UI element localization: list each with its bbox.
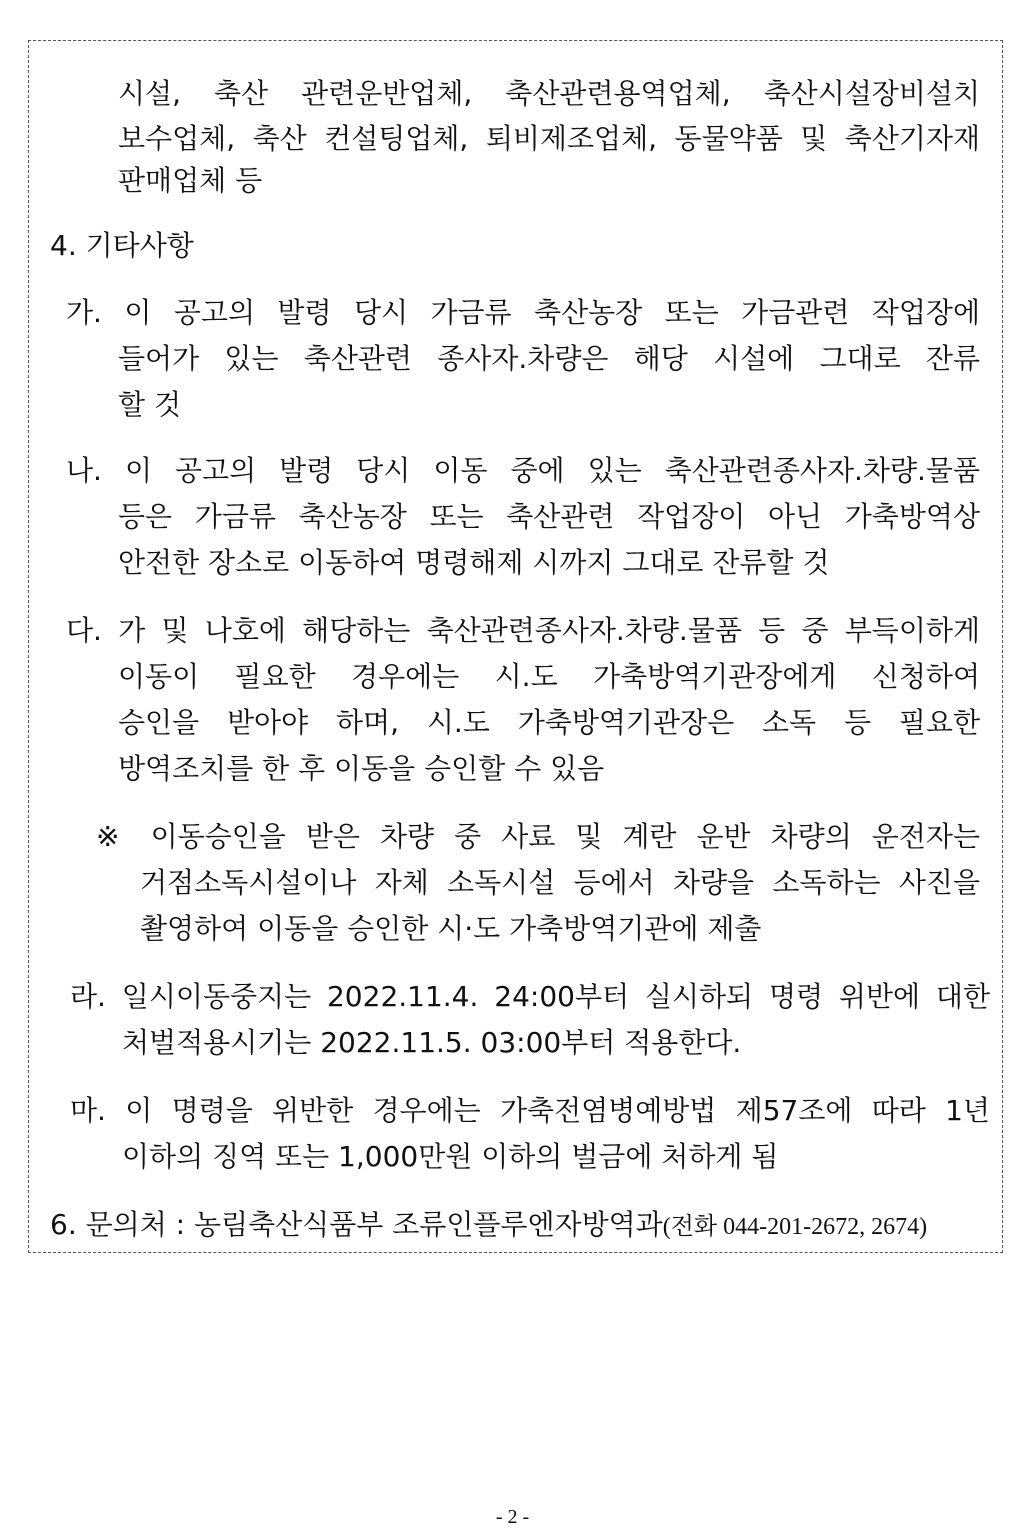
item-ga-line-1: 가. 이 공고의 발령 당시 가금류 축산농장 또는 가금관련 작업장에: [66, 296, 980, 329]
note-line-1: ※ 이동승인을 받은 차량 중 사료 및 계란 운반 차량의 운전자는: [96, 820, 980, 853]
item-na-line-1: 나. 이 공고의 발령 당시 이동 중에 있는 축산관련종사자.차량.물품: [66, 454, 980, 487]
item-ga-line-3: 할 것: [118, 388, 181, 421]
item-da-line-3: 승인을 받아야 하며, 시.도 가축방역기관장은 소독 등 필요한: [118, 706, 980, 739]
continuation-line-1: 시설, 축산 관련운반업체, 축산관련용역업체, 축산시설장비설치: [118, 77, 980, 110]
note-line-3: 촬영하여 이동을 승인한 시·도 가축방역기관에 제출: [140, 912, 762, 945]
item-na-line-2: 등은 가금류 축산농장 또는 축산관련 작업장이 아닌 가축방역상: [118, 500, 980, 533]
page-number: - 2 -: [495, 1506, 530, 1528]
item-ga-line-2: 들어가 있는 축산관련 종사자.차량은 해당 시설에 그대로 잔류: [118, 342, 980, 375]
note-line-2: 거점소독시설이나 자체 소독시설 등에서 차량을 소독하는 사진을: [140, 866, 980, 899]
section-4-heading: 4. 기타사항: [50, 229, 194, 262]
item-da-line-4: 방역조치를 한 후 이동을 승인할 수 있음: [118, 752, 605, 785]
continuation-line-3: 판매업체 등: [118, 164, 263, 197]
item-ma-line-2: 이하의 징역 또는 1,000만원 이하의 벌금에 처하게 됨: [122, 1140, 779, 1173]
item-ma-line-1: 마. 이 명령을 위반한 경우에는 가축전염병예방법 제57조에 따라 1년: [70, 1094, 990, 1127]
item-da-line-2: 이동이 필요한 경우에는 시.도 가축방역기관장에게 신청하여: [118, 660, 980, 693]
contact-label: 6. 문의처 : 농림축산식품부 조류인플루엔자방역과: [50, 1208, 663, 1241]
item-na-line-3: 안전한 장소로 이동하여 명령해제 시까지 그대로 잔류할 것: [118, 546, 830, 579]
contact-phone: (전화 044-201-2672, 2674): [662, 1214, 928, 1240]
continuation-line-2: 보수업체, 축산 컨설팅업체, 퇴비제조업체, 동물약품 및 축산기자재: [118, 122, 980, 155]
item-ra-line-1: 라. 일시이동중지는 2022.11.4. 24:00부터 실시하되 명령 위반에 대한: [70, 980, 990, 1013]
item-da-line-1: 다. 가 및 나호에 해당하는 축산관련종사자.차량.물품 등 중 부득이하게: [66, 614, 980, 647]
item-ra-line-2: 처벌적용시기는 2022.11.5. 03:00부터 적용한다.: [122, 1026, 742, 1059]
contact-line: [50, 1208, 927, 1244]
